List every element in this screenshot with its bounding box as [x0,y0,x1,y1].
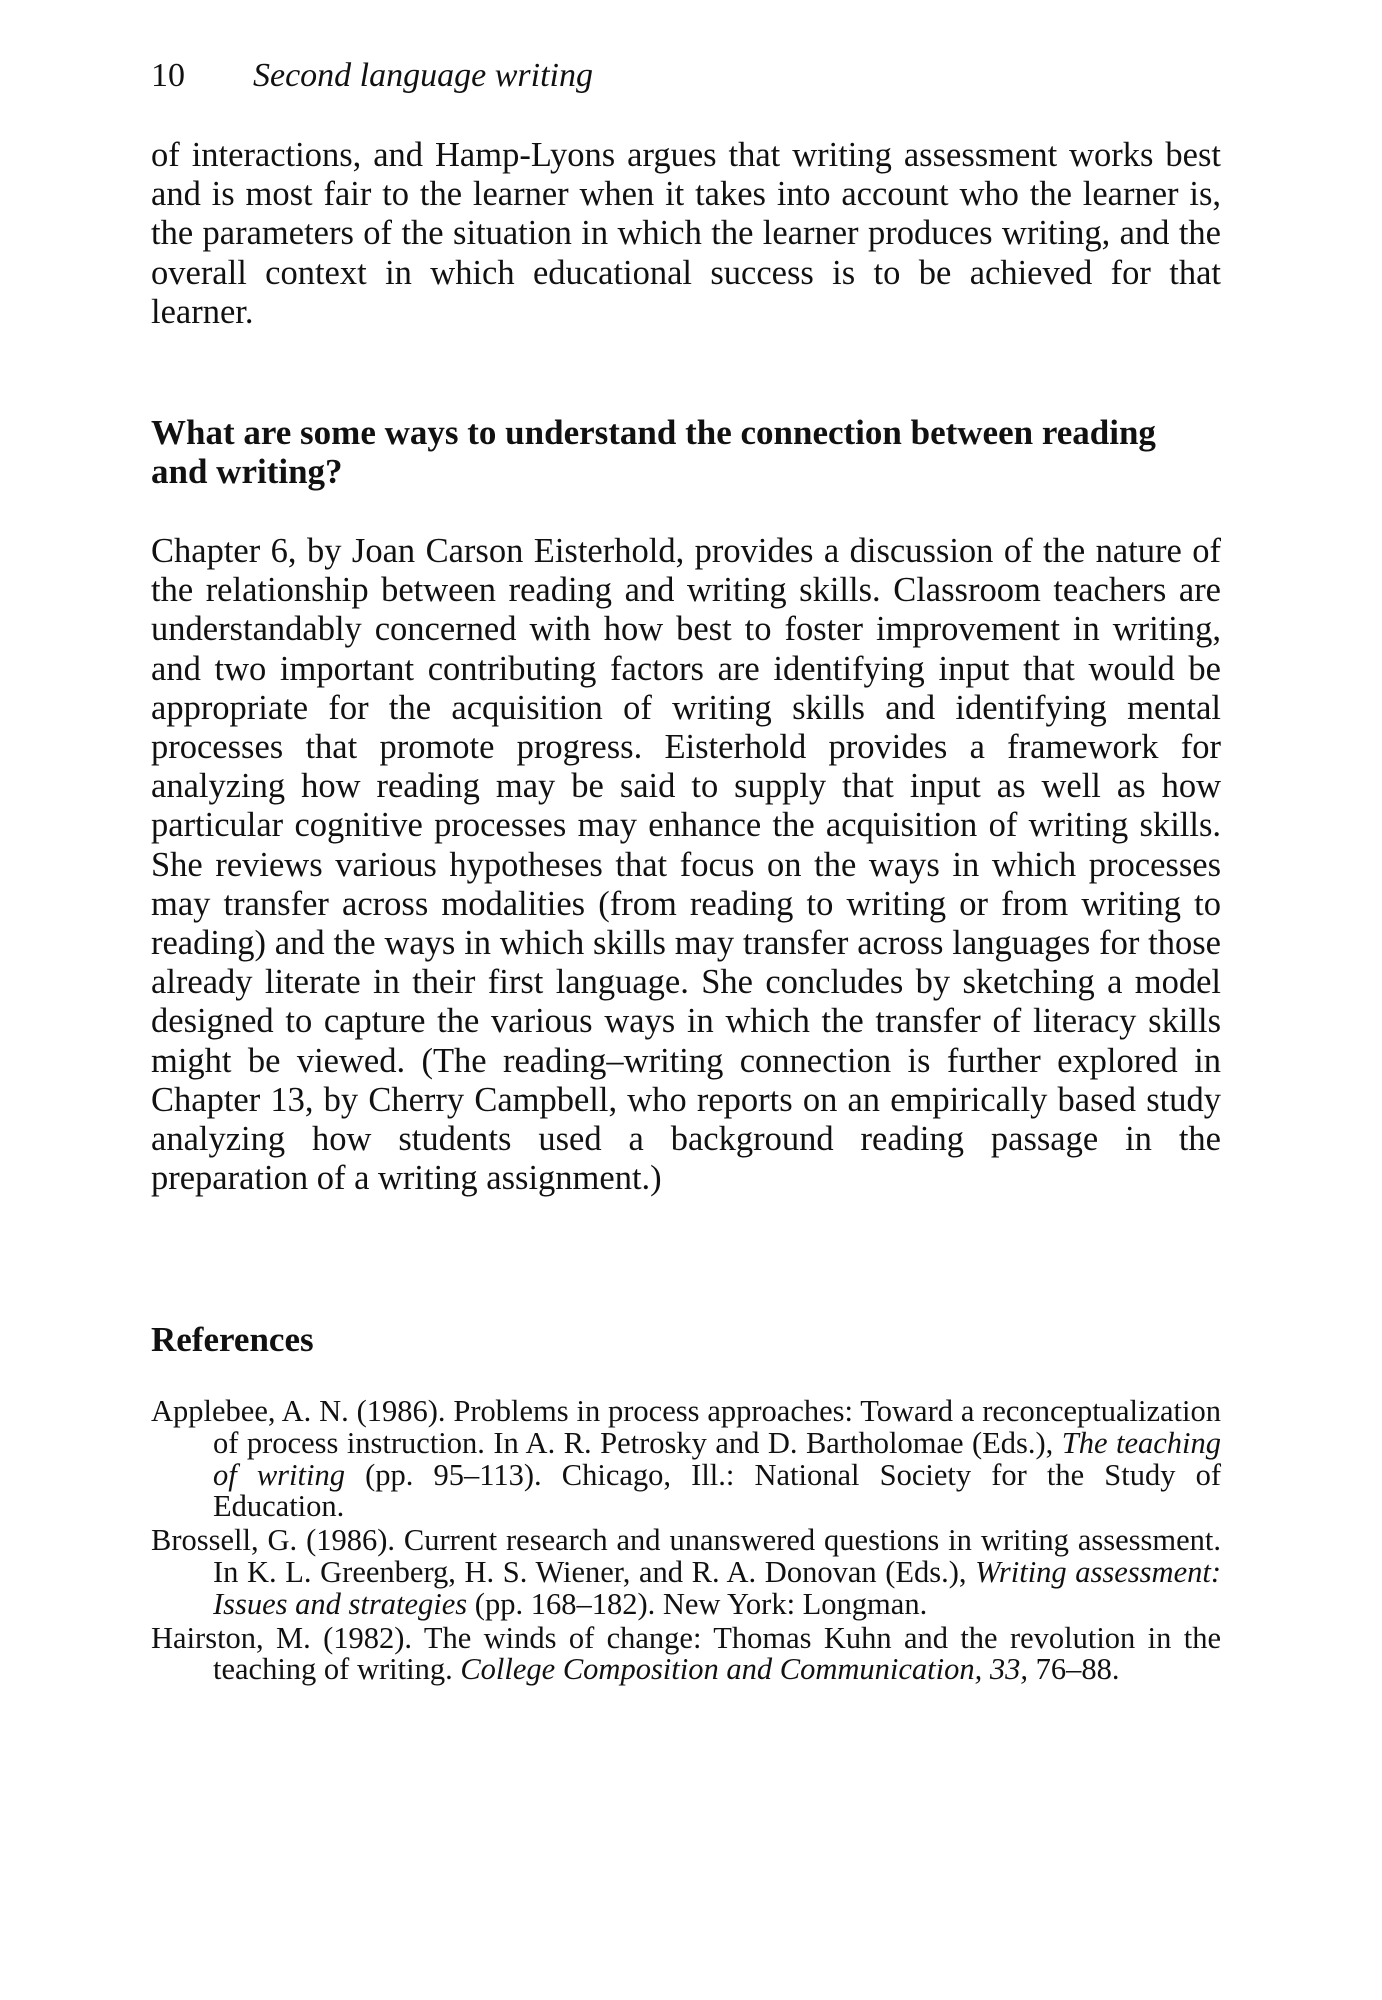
reference-text: (pp. 95–113). Chicago, Ill.: National Society for the Study of Education. [213,1457,1222,1524]
reference-entry-brossell [151,1525,1221,1620]
references-list [151,1396,1221,1688]
reference-entry-applebee [151,1396,1221,1523]
reference-title: College Composition and Communication, 33, [460,1652,1028,1687]
reference-title: Writing assessment: Issues and strategies [213,1554,1221,1621]
reference-text: (pp. 168–182). New York: Longman. [467,1586,928,1621]
section-heading: What are some ways to understand the connection between reading and writing? [151,413,1156,491]
reference-text: Applebee, A. N. (1986). Problems in process approaches: Toward a reconceptualization of process instruction. In A. R. Petrosky and D. Bartholomae (Eds.), [151,1394,1221,1460]
intro-paragraph: of interactions, and Hamp-Lyons argues that writing assessment works best and is most fair to the learner when it takes into account who the learner is, the parameters of the situation in which the learner produces writing, and the overall context in which educational success is to be achieved for that learner. [151,136,1221,331]
reference-text: Brossell, G. (1986). Current research and unanswered questions in writing assessment. In K. L. Greenberg, H. S. Wiener, and R. A. Donovan (Eds.), [151,1523,1221,1589]
running-head [151,56,593,96]
reference-text: 76–88. [1027,1652,1120,1687]
references-heading: References [151,1320,314,1359]
page-number: 10 [151,57,185,94]
book-title: Second language writing [253,57,593,94]
chapter6-paragraph: Chapter 6, by Joan Carson Eisterhold, provides a discussion of the nature of the relationship between reading and writing skills. Classroom teachers are understandably concerned with how best to foster improvement in writing, and two important contributing factors are identifying input that would be appropriate for the acquisition of writing skills and identifying mental processes that promote progress. Eisterhold provides a framework for analyzing how reading may be said to supply that input as well as how particular cognitive processes may enhance the acquisition of writing skills. She reviews various hypotheses that focus on the ways in which processes may transfer across modalities (from reading to writing or from writing to reading) and the ways in which skills may transfer across languages for those already literate in their first language. She concludes by sketching a model designed to capture the various ways in which the transfer of literacy skills might be viewed. (The reading–writing connection is further explored in Chapter 13, by Cherry Campbell, who reports on an empirically based study analyzing how students used a background reading passage in the preparation of a writing assignment.) [151,532,1221,1198]
reference-text: Hairston, M. (1982). The winds of change: Thomas Kuhn and the revolution in the teaching of writing. [151,1620,1221,1687]
reference-entry-hairston [151,1620,1221,1687]
reference-title: The teaching of writing [213,1425,1221,1492]
